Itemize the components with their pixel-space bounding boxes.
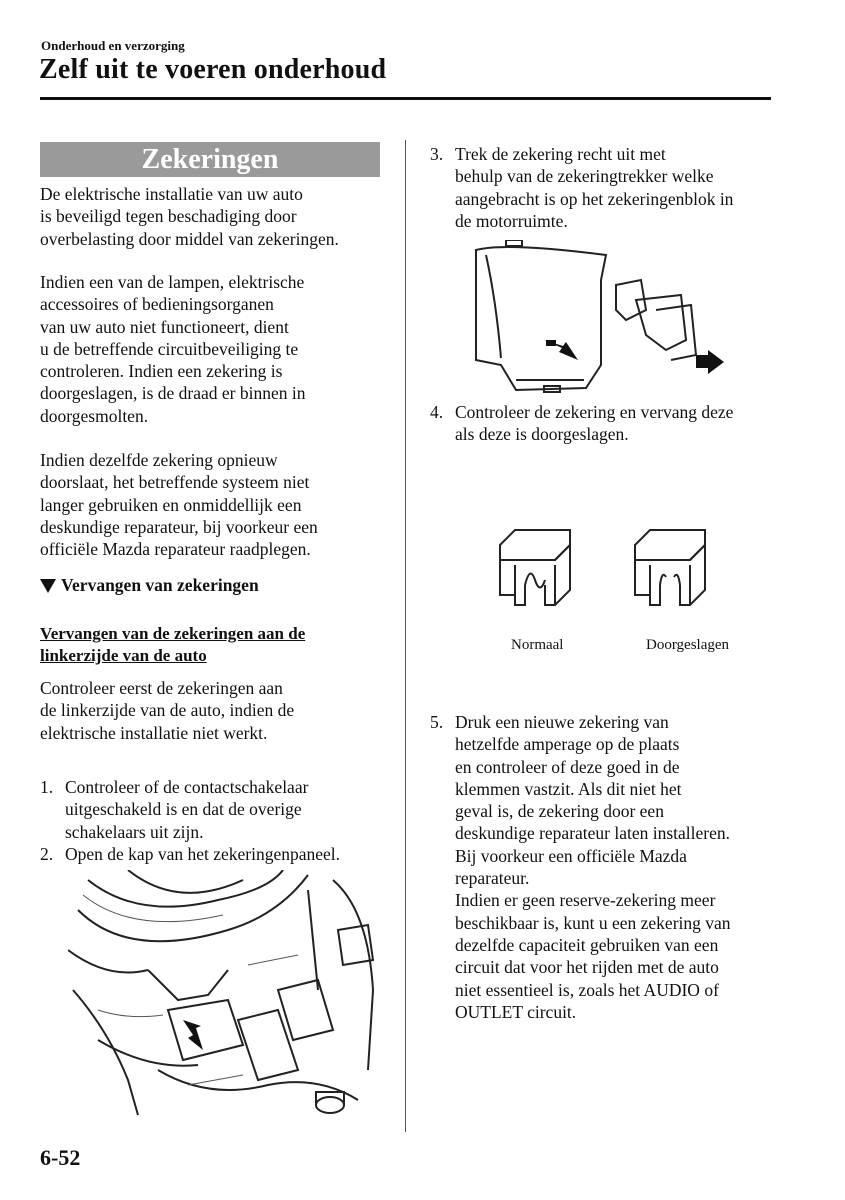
caption-blown: Doorgeslagen: [646, 637, 730, 653]
repeat-blow-paragraph: Indien dezelfde zekering opnieuw doorslaat, het betreffende systeem niet langer gebruiken en onmiddellijk een deskundige reparateur, bij voorkeur een officiële Mazda reparateur raadplegen.: [40, 450, 318, 560]
step-2: [40, 843, 400, 867]
step-number: 2.: [40, 844, 54, 864]
blown-fuse-illustration: [630, 525, 720, 625]
step-text: Druk een nieuwe zekering van hetzelfde amperage op de plaats en controleer of deze goed in de klemmen vastzit. Als dit niet het geval is, de zekering door een deskundige reparateur laten installeren. Bij voorkeur een officiële Mazda reparateur. Indien er geen reserve-zekering meer beschikbaar is, kunt u een zekering van dezelfde capaciteit gebruiken van een circuit dat voor het rijden met de auto niet essentieel is, zoals het AUDIO of OUTLET circuit.: [455, 712, 731, 1022]
step-number: 5.: [430, 712, 444, 732]
step-1: [40, 776, 400, 846]
page-title: Zelf uit te voeren onderhoud: [39, 54, 387, 85]
step-5: [430, 711, 790, 1031]
title-rule: [40, 97, 771, 100]
page-number: 6-52: [40, 1145, 81, 1170]
intro-paragraph: De elektrische installatie van uw auto is beveiligd tegen beschadiging door overbelasting door middel van zekeringen.: [40, 184, 339, 249]
lamp-paragraph: Indien een van de lampen, elektrische accessoires of bedieningsorganen van uw auto niet functioneert, dient u de betreffende circuitbeveiliging te controleren. Indien een zekering is doorgeslagen, is de draad er binnen in doorgesmolten.: [40, 272, 306, 426]
column-divider: [405, 140, 406, 1132]
subheading-replacing-fuses: [40, 575, 259, 596]
step-text: Controleer of de contactschakelaar uitgeschakeld is en dat de overige schakelaars uit zijn.: [65, 777, 309, 842]
step-3: [430, 143, 790, 235]
caption-normal: Normaal: [511, 637, 564, 653]
step-text: Trek de zekering recht uit met behulp van de zekeringtrekker welke aangebracht is op het zekeringenblok in de motorruimte.: [455, 144, 734, 231]
step-4: [430, 401, 790, 451]
breadcrumb: Onderhoud en verzorging: [41, 38, 185, 53]
step-number: 3.: [430, 144, 444, 164]
check-left-paragraph: Controleer eerst de zekeringen aan de linkerzijde van de auto, indien de elektrische installatie niet werkt.: [40, 678, 295, 743]
normal-fuse-illustration: [495, 525, 585, 625]
section-title: Zekeringen: [141, 144, 279, 175]
triangle-down-icon: [40, 579, 56, 593]
subheading-left-side-fuses: Vervangen van de zekeringen aan de linkerzijde van de auto: [40, 624, 306, 665]
subheading-text: Vervangen van zekeringen: [61, 575, 259, 595]
fuse-box-illustration: [466, 240, 756, 398]
dashboard-illustration: [68, 870, 380, 1120]
step-text: Controleer de zekering en vervang deze als deze is doorgeslagen.: [455, 402, 734, 445]
step-number: 1.: [40, 777, 54, 797]
step-number: 4.: [430, 402, 444, 422]
step-text: Open de kap van het zekeringenpaneel.: [65, 844, 341, 864]
